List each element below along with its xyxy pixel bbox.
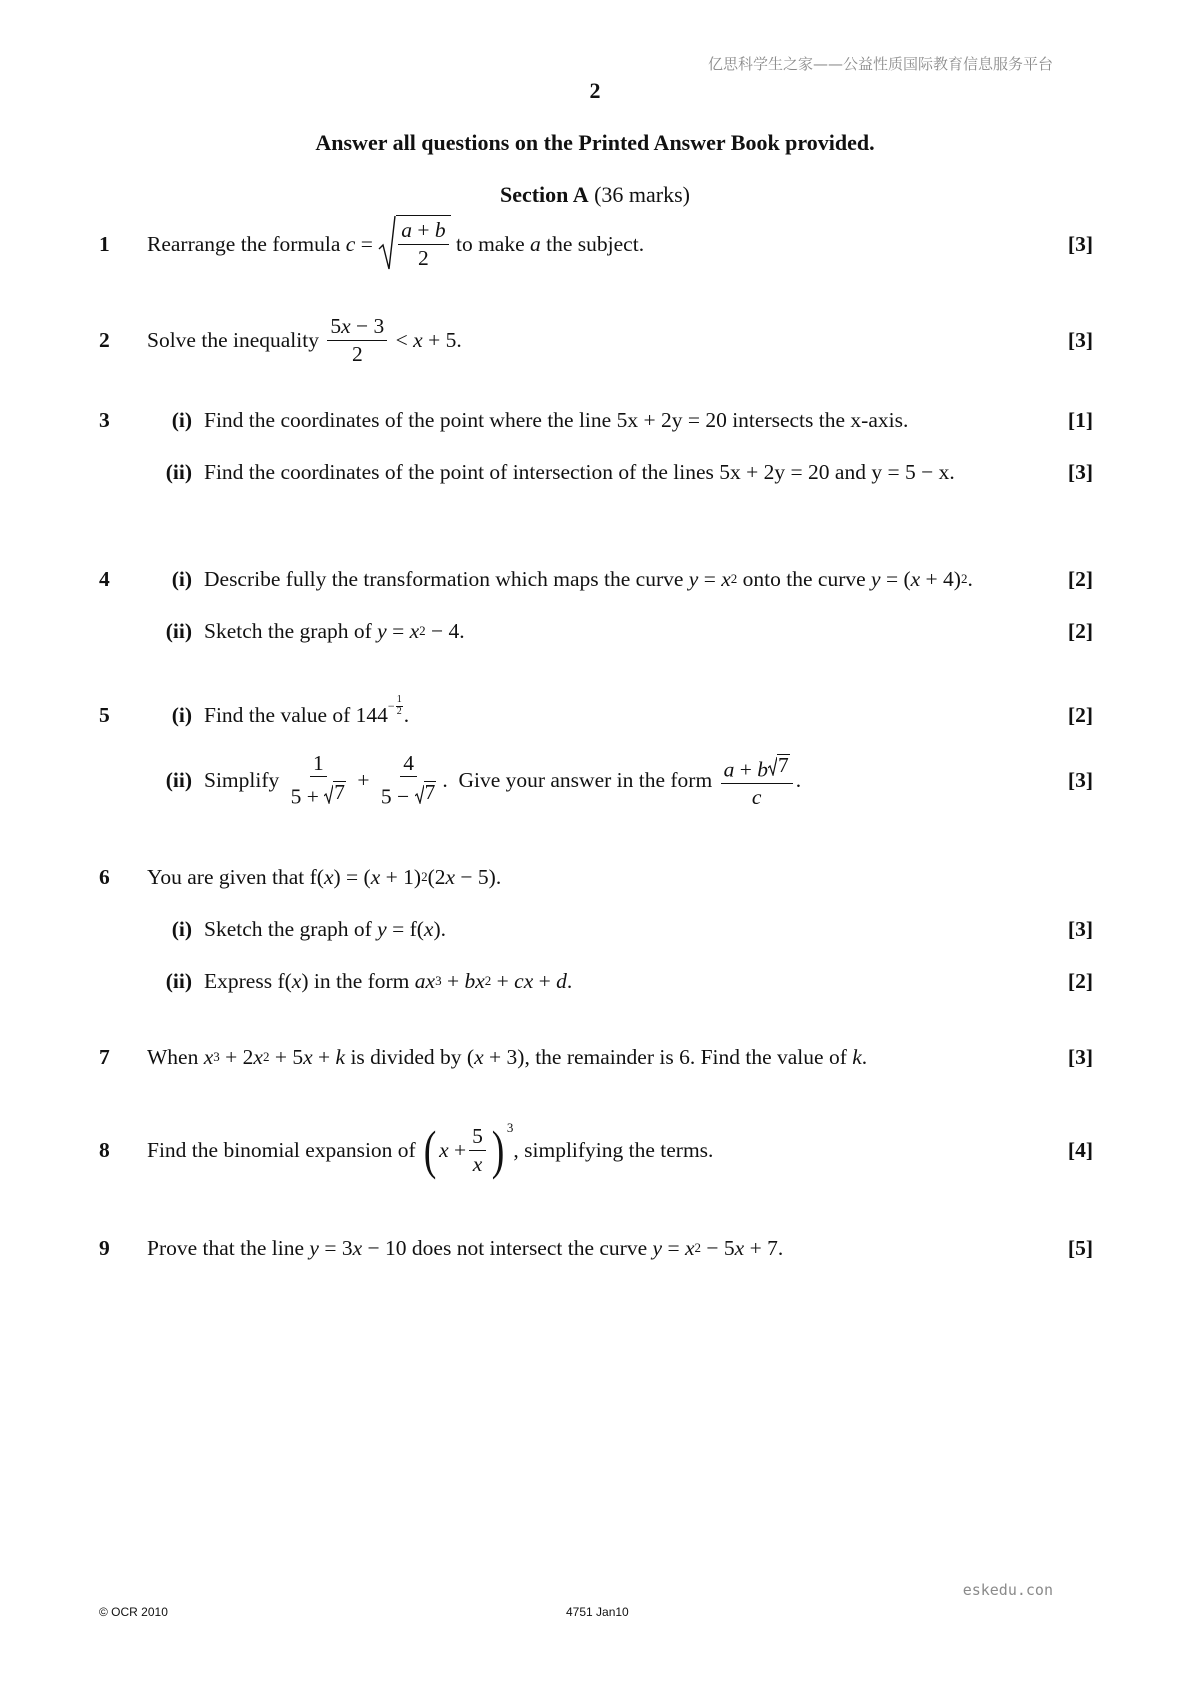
question-number: 9 [99,1235,110,1260]
mark-allocation: [3] [1067,327,1093,352]
question-7: 7 When x 3 + 2 x 2 + 5 x + k is divided by ( x + 3) , the remainder is 6. Find the value of k . [3] [99,1044,1093,1069]
mark-allocation: [3] [1067,916,1093,941]
mark-allocation: [3] [1067,1044,1093,1069]
watermark-top: 亿思科学生之家——公益性质国际教育信息服务平台 [707,55,1053,73]
question-4-part-ii: (ii) Sketch the graph of y = x 2 − 4. [2] [165,618,1093,643]
mark-allocation: [4] [1067,1137,1093,1162]
footer-copyright: © OCR 2010 [99,1605,168,1619]
section-title [0,182,1190,208]
footer-code: 4751 Jan10 [566,1605,629,1619]
question-number: 6 [99,864,110,889]
question-number: 5 [99,702,110,727]
question-8: 8 Find the binomial expansion of ( x + $\frac{5}{x}$ ) $^3$ , simplifying the terms. [4] [99,1120,1093,1180]
question-2 [0,312,1190,368]
question-6-part-ii: (ii) Express f( x ) in the form ax 3 + bx 2 + cx + d . [2] [165,968,1093,993]
sqrt-expression: $\frac{a + b}{2}$ [378,215,450,272]
question-number: 8 [99,1137,110,1162]
question-1 [0,216,1190,272]
page-number: 2 [589,78,601,103]
section-marks: (36 marks) [594,182,691,207]
question-number: 4 [99,566,110,591]
mark-allocation: [2] [1067,968,1093,993]
question-3-part-ii: (ii) Find the coordinates of the point of intersection of the lines 5x + 2y = 20 and y = 5 − x. [3] [165,459,1093,484]
question-number: 1 [99,231,110,256]
mark-allocation: [1] [1067,407,1093,432]
question-number: 7 [99,1044,110,1069]
part-text: Find the coordinates of the point of intersection of the lines 5x + 2y = 20 and y = 5 − x. [204,459,955,484]
question-9: 9 Prove that the line y = 3 x − 10 does not intersect the curve y = x 2 − 5 x + 7. [5] [99,1235,1093,1260]
mark-allocation: [5] [1067,1235,1093,1260]
question-5-part-i: 5 (i) Find the value of 144 − $\frac{1}{2}$ . [2] [99,694,1093,727]
question-6: 6 You are given that f( x ) = ( x + 1) 2 (2 x − 5). [99,864,502,889]
section-name: Section A [499,182,589,207]
question-4-part-i: 4 (i) Describe fully the transformation which maps the curve y = x 2 onto the curve y = ( x + 4) 2 . [2] [99,566,1093,591]
part-text: Find the coordinates of the point where the line 5x + 2y = 20 intersects the x-axis. [204,407,909,432]
mark-allocation: [2] [1067,702,1093,727]
question-lead: Rearrange the formula [147,231,341,256]
question-6-part-i: (i) Sketch the graph of y = f( x ). [3] [171,916,1093,941]
instruction: Answer all questions on the Printed Answer Book provided. [315,130,875,155]
question-number: 2 [99,327,110,352]
question-text: Solve the inequality $\frac{5x - 3}{2}$ < x + 5. [147,313,462,366]
mark-allocation: [3] [1067,767,1093,792]
mark-allocation: [3] [1067,459,1093,484]
question-number: 3 [99,407,110,432]
question-3-part-i: 3 (i) Find the coordinates of the point where the line 5x + 2y = 20 intersects the x-axis. [1] [99,407,1093,432]
mark-allocation: [3] [1067,231,1093,256]
question-5-part-ii: (ii) Simplify 1 5 + 7 + 4 5 − 7 . Give your answer in the form a + b 7 c . [3] [165,750,1093,809]
question-text: Rearrange the formula c = $\frac{a + b}{2}$ to make a the subject. [147,215,644,272]
mark-allocation: [2] [1067,618,1093,643]
mark-allocation: [2] [1067,566,1093,591]
watermark-bottom: eskedu.con [962,1581,1053,1599]
